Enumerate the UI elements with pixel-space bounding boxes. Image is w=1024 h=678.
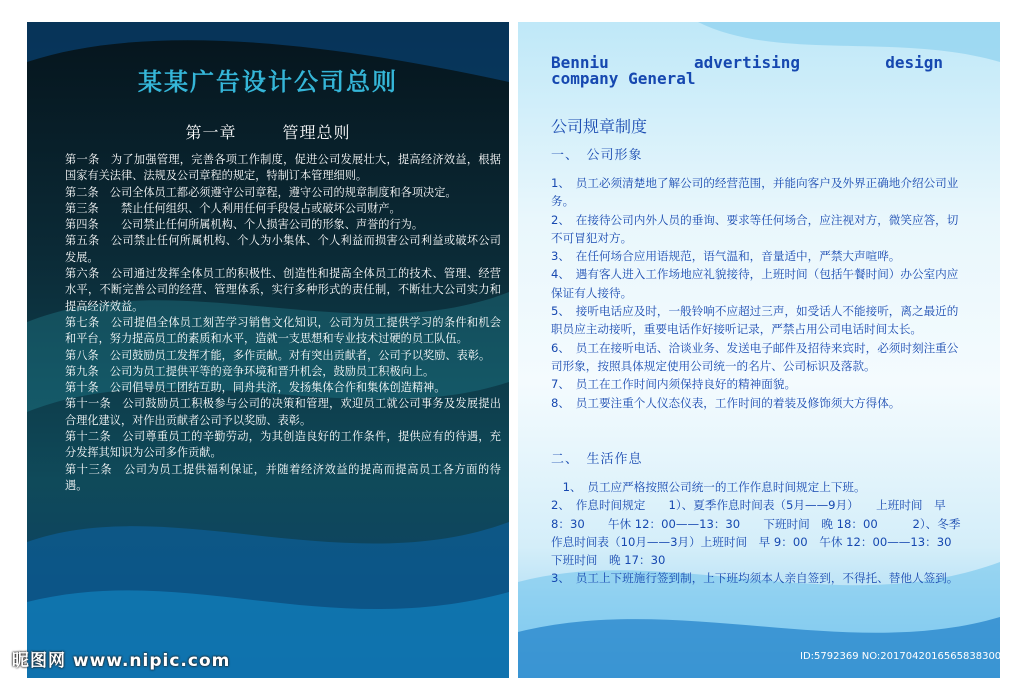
- article-item: 第三条 禁止任何组织、个人利用任何手段侵占或破坏公司财产。: [65, 201, 401, 215]
- article-item: 第五条 公司禁止任何所属机构、个人为小集体、个人利益而损害公司利益或破坏公司发展。: [65, 234, 501, 264]
- article-item: 第四条 公司禁止任何所属机构、个人损害公司的形象、声誉的行为。: [65, 218, 424, 232]
- english-title: [551, 55, 943, 87]
- english-word: advertising: [694, 53, 800, 72]
- document-title: 某某广告设计公司总则: [138, 68, 398, 96]
- subsection-heading: 一、 公司形象: [551, 148, 643, 163]
- article-item: 第二条 公司全体员工都必须遵守公司章程，遵守公司的规章制度和各项决定。: [65, 185, 457, 199]
- article-item: 第十二条 公司尊重员工的辛勤劳动，为其创造良好的工作条件，提供应有的待遇，充分发挥其知识为公司多作贡献。: [65, 430, 501, 460]
- english-title-line-2: company General: [551, 69, 696, 88]
- rule-item: 3、 在任何场合应用语规范，语气温和，音量适中，严禁大声喧哗。: [551, 249, 901, 264]
- article-item: 第九条 公司为员工提供平等的竞争环境和晋升机会，鼓励员工积极向上。: [65, 364, 435, 378]
- chapter-name: 管理总则: [282, 123, 351, 142]
- subsection-heading: 二、 生活作息: [551, 452, 643, 467]
- rule-item: 5、 接听电话应及时，一般铃响不应超过三声，如受话人不能接听，离之最近的职员应主动接听，重要电话作好接听记录，严禁占用公司电话时间太长。: [551, 304, 959, 337]
- image-id-watermark: ID:5792369 NO:20170420165658383000: [800, 651, 1008, 662]
- english-word: Benniu: [551, 53, 609, 72]
- rule-item: 6、 员工在接听电话、洽谈业务、发送电子邮件及招待来宾时，必须时刻注重公司形象，按照具体规定使用公司统一的名片、公司标识及落款。: [551, 340, 959, 373]
- site-watermark: 昵图网 www.nipic.com: [12, 651, 231, 671]
- article-item: 第七条 公司提倡全体员工刻苦学习销售文化知识，公司为员工提供学习的条件和机会和平台，努力提高员工的素质和水平，造就一支思想和专业技术过硬的员工队伍。: [65, 315, 501, 346]
- schedule-item: 3、 员工上下班施行签到制，上下班均须本人亲自签到，不得托、替他人签到。: [551, 571, 959, 586]
- article-item: 第十三条 公司为员工提供福利保证，并随着经济效益的提高而提高员工各方面的待遇。: [65, 462, 501, 492]
- rule-item: 1、 员工必须清楚地了解公司的经营范围，并能向客户及外界正确地介绍公司业务。: [551, 176, 959, 209]
- english-word: design: [885, 53, 943, 72]
- rule-item: 7、 员工在工作时间内须保持良好的精神面貌。: [551, 377, 797, 392]
- left-page: [27, 22, 509, 678]
- rule-list: [551, 174, 961, 412]
- article-item: 第六条 公司通过发挥全体员工的积极性、创造性和提高全体员工的技术、管理、经营水平，不断完善公司的经营、管理体系，实行多种形式的责任制，不断壮大公司实力和提高经济效益。: [65, 267, 501, 313]
- chapter-heading: [27, 120, 509, 143]
- schedule-item: 1、 员工应严格按照公司统一的工作作息时间规定上下班。: [551, 480, 866, 494]
- schedule-list: [551, 478, 975, 588]
- article-list: [65, 152, 501, 494]
- rule-item: 2、 在接待公司内外人员的垂询、要求等任何场合，应注视对方，微笑应答，切不可冒犯对方。: [551, 212, 959, 245]
- article-item: 第十条 公司倡导员工团结互助，同舟共济，发扬集体合作和集体创造精神。: [65, 381, 446, 395]
- schedule-item: 2、 作息时间规定 1）、夏季作息时间表（5月——9月） 上班时间 早8：30 午休 12：00——13：30 下班时间 晚 18：00 2）、冬季作息时间表（10月——3月）上班时间 早 9：00 午休 12：00——13：30 下班时间 晚 17：30: [551, 498, 975, 568]
- rule-item: 4、 遇有客人进入工作场地应礼貌接待，上班时间（包括午餐时间）办公室内应保证有人接待。: [551, 267, 959, 300]
- section-title: 公司规章制度: [551, 117, 648, 136]
- article-item: 第八条 公司鼓励员工发挥才能，多作贡献。对有突出贡献者，公司予以奖励、表彰。: [65, 348, 491, 362]
- article-item: 第一条 为了加强管理，完善各项工作制度，促进公司发展壮大，提高经济效益，根据国家有关法律、法规及公司章程的规定，特制订本管理细则。: [65, 153, 501, 183]
- article-item: 第十一条 公司鼓励员工积极参与公司的决策和管理，欢迎员工就公司事务及发展提出合理化建议，对作出贡献者公司予以奖励、表彰。: [65, 397, 501, 427]
- chapter-number: 第一章: [185, 123, 237, 142]
- rule-item: 8、 员工要注重个人仪态仪表，工作时间的着装及修饰须大方得体。: [551, 395, 901, 410]
- right-page: [518, 22, 1000, 678]
